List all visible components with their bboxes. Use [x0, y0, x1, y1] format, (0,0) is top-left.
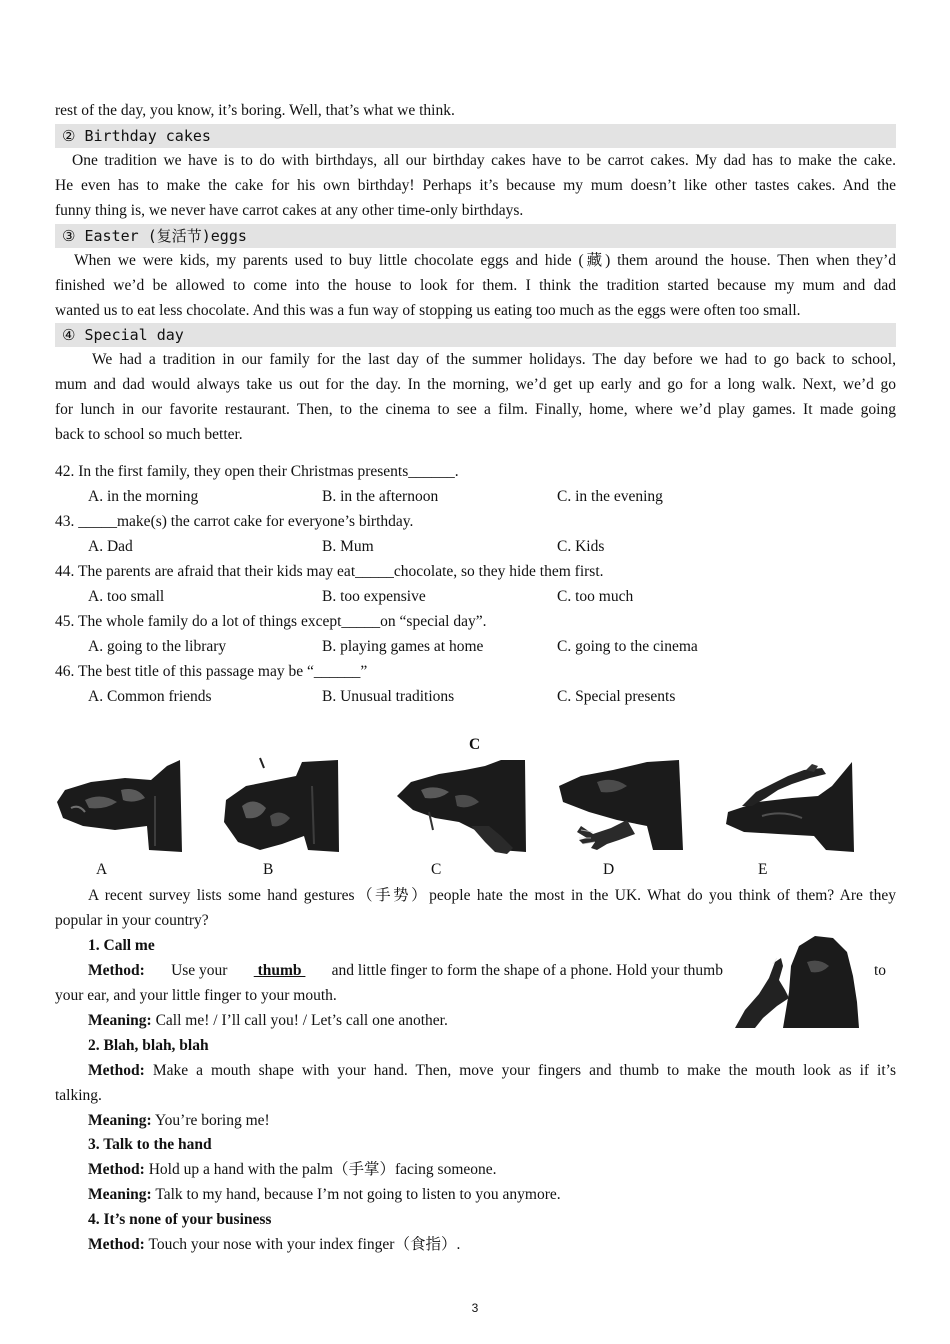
- paragraph-line: for lunch in our favorite restaurant. Then, to the cinema to see a film. Finally, home, where we’d play games. It made going: [55, 401, 896, 418]
- section-title-special-day: ④ Special day: [62, 326, 184, 344]
- intro-line: A recent survey lists some hand gestures（手势）people hate the most in the UK. What do you think of them? Are they: [88, 887, 896, 904]
- option-43-b[interactable]: B. Mum: [322, 538, 374, 555]
- call-me-gesture-image: [733, 932, 861, 1030]
- gesture-figure-d: [557, 756, 685, 854]
- gesture2-meaning: [88, 1108, 929, 1133]
- option-44-a[interactable]: A. too small: [88, 588, 165, 605]
- option-44-c[interactable]: C. too much: [557, 588, 634, 605]
- figure-label-d: D: [603, 861, 615, 878]
- question-45: 45. The whole family do a lot of things except_____on “special day”.: [55, 613, 487, 630]
- gesture-title-talk-to-hand: 3. Talk to the hand: [88, 1136, 212, 1153]
- gesture2-method-line: [88, 1058, 896, 1083]
- option-46-a[interactable]: A. Common friends: [88, 688, 212, 705]
- method-text-a: Use your: [171, 962, 228, 979]
- option-45-a[interactable]: A. going to the library: [88, 638, 227, 655]
- paragraph-line: mum and dad would always take us out for the day. In the morning, we’d get up early and go for a long walk. Next, we’d go: [55, 376, 896, 393]
- gesture2-method-line2: talking.: [55, 1087, 102, 1104]
- gesture-title-blah: 2. Blah, blah, blah: [88, 1037, 209, 1054]
- figure-label-c: C: [431, 861, 442, 878]
- option-46-b[interactable]: B. Unusual traditions: [322, 688, 455, 705]
- method-label: Method:: [88, 1236, 145, 1253]
- paragraph-line: He even has to make the cake for his own birthday! Perhaps it’s because my mum doesn’t like other tastes cakes. And the: [55, 177, 896, 194]
- section-title-birthday: ② Birthday cakes: [62, 127, 211, 145]
- paragraph-line: When we were kids, my parents used to buy little chocolate eggs and hide (藏) them around the house. Then when they’d: [74, 252, 896, 269]
- figure-label-b: B: [263, 861, 274, 878]
- option-42-b[interactable]: B. in the afternoon: [322, 488, 439, 505]
- option-43-a[interactable]: A. Dad: [88, 538, 133, 555]
- paragraph-line: funny thing is, we never have carrot cakes at any other time-only birthdays.: [55, 202, 524, 219]
- gesture4-method: [88, 1232, 929, 1257]
- gesture-figure-c: [395, 756, 527, 854]
- question-42: 42. In the first family, they open their Christmas presents______.: [55, 463, 459, 480]
- gesture-figure-b: [220, 756, 340, 854]
- method-to: to: [874, 962, 887, 979]
- question-43: 43. _____make(s) the carrot cake for everyone’s birthday.: [55, 513, 414, 530]
- method-label: Method:: [88, 1161, 145, 1178]
- paragraph-line: finished we’d be allowed to come into the house to look for them. I think the tradition started because my mum and dad: [55, 277, 896, 294]
- section-title-easter: ③ Easter (复活节)eggs: [62, 227, 247, 245]
- gesture3-method: [88, 1157, 929, 1182]
- figure-label-e: E: [758, 861, 768, 878]
- meaning-text: Talk to my hand, because I’m not going to listen to you anymore.: [155, 1186, 561, 1203]
- paragraph-line: We had a tradition in our family for the last day of the summer holidays. The day before we had to go back to school,: [92, 351, 896, 368]
- option-42-a[interactable]: A. in the morning: [88, 488, 199, 505]
- passage-c-heading: C: [469, 736, 481, 753]
- gesture3-meaning: [88, 1182, 929, 1207]
- method-text: Hold up a hand with the palm（手掌）facing someone.: [148, 1161, 497, 1178]
- method-text: Touch your nose with your index finger（食指）.: [148, 1236, 461, 1253]
- option-45-c[interactable]: C. going to the cinema: [557, 638, 698, 655]
- question-44: 44. The parents are afraid that their kids may eat_____chocolate, so they hide them first.: [55, 563, 604, 580]
- method-thumb: thumb: [253, 962, 306, 979]
- method-label: Method:: [88, 1062, 145, 1079]
- gesture1-method-line: [88, 958, 723, 983]
- option-43-c[interactable]: C. Kids: [557, 538, 605, 555]
- passage-top-line: rest of the day, you know, it’s boring. Well, that’s what we think.: [55, 102, 455, 119]
- method-text-b: and little finger to form the shape of a phone. Hold your thumb: [331, 962, 723, 979]
- gesture-figure-e: [722, 756, 856, 854]
- option-42-c[interactable]: C. in the evening: [557, 488, 663, 505]
- meaning-label: Meaning:: [88, 1012, 152, 1029]
- method-text: Make a mouth shape with your hand. Then, move your fingers and thumb to make the mouth look as if it’s: [152, 1062, 897, 1079]
- figure-label-a: A: [96, 861, 108, 878]
- option-46-c[interactable]: C. Special presents: [557, 688, 676, 705]
- option-44-b[interactable]: B. too expensive: [322, 588, 426, 605]
- gesture-title-call-me: 1. Call me: [88, 937, 155, 954]
- paragraph-line: One tradition we have is to do with birthdays, all our birthday cakes have to be carrot cakes. My dad has to make the cake.: [72, 152, 896, 169]
- intro-line: popular in your country?: [55, 912, 209, 929]
- page-number: 3: [471, 1301, 479, 1315]
- meaning-text: You’re boring me!: [155, 1112, 270, 1129]
- gesture1-method-line2: your ear, and your little finger to your mouth.: [55, 987, 337, 1004]
- gesture-figure-a: [55, 756, 183, 854]
- meaning-text: Call me! / I’ll call you! / Let’s call one another.: [155, 1012, 448, 1029]
- paragraph-line: back to school so much better.: [55, 426, 243, 443]
- meaning-label: Meaning:: [88, 1112, 152, 1129]
- paragraph-line: wanted us to eat less chocolate. And this was a fun way of stopping us eating too much as the eggs were often too small.: [55, 302, 801, 319]
- method-label: Method:: [88, 962, 145, 979]
- gesture-title-none-of-business: 4. It’s none of your business: [88, 1211, 272, 1228]
- question-46: 46. The best title of this passage may be “______”: [55, 663, 368, 680]
- option-45-b[interactable]: B. playing games at home: [322, 638, 484, 655]
- meaning-label: Meaning:: [88, 1186, 152, 1203]
